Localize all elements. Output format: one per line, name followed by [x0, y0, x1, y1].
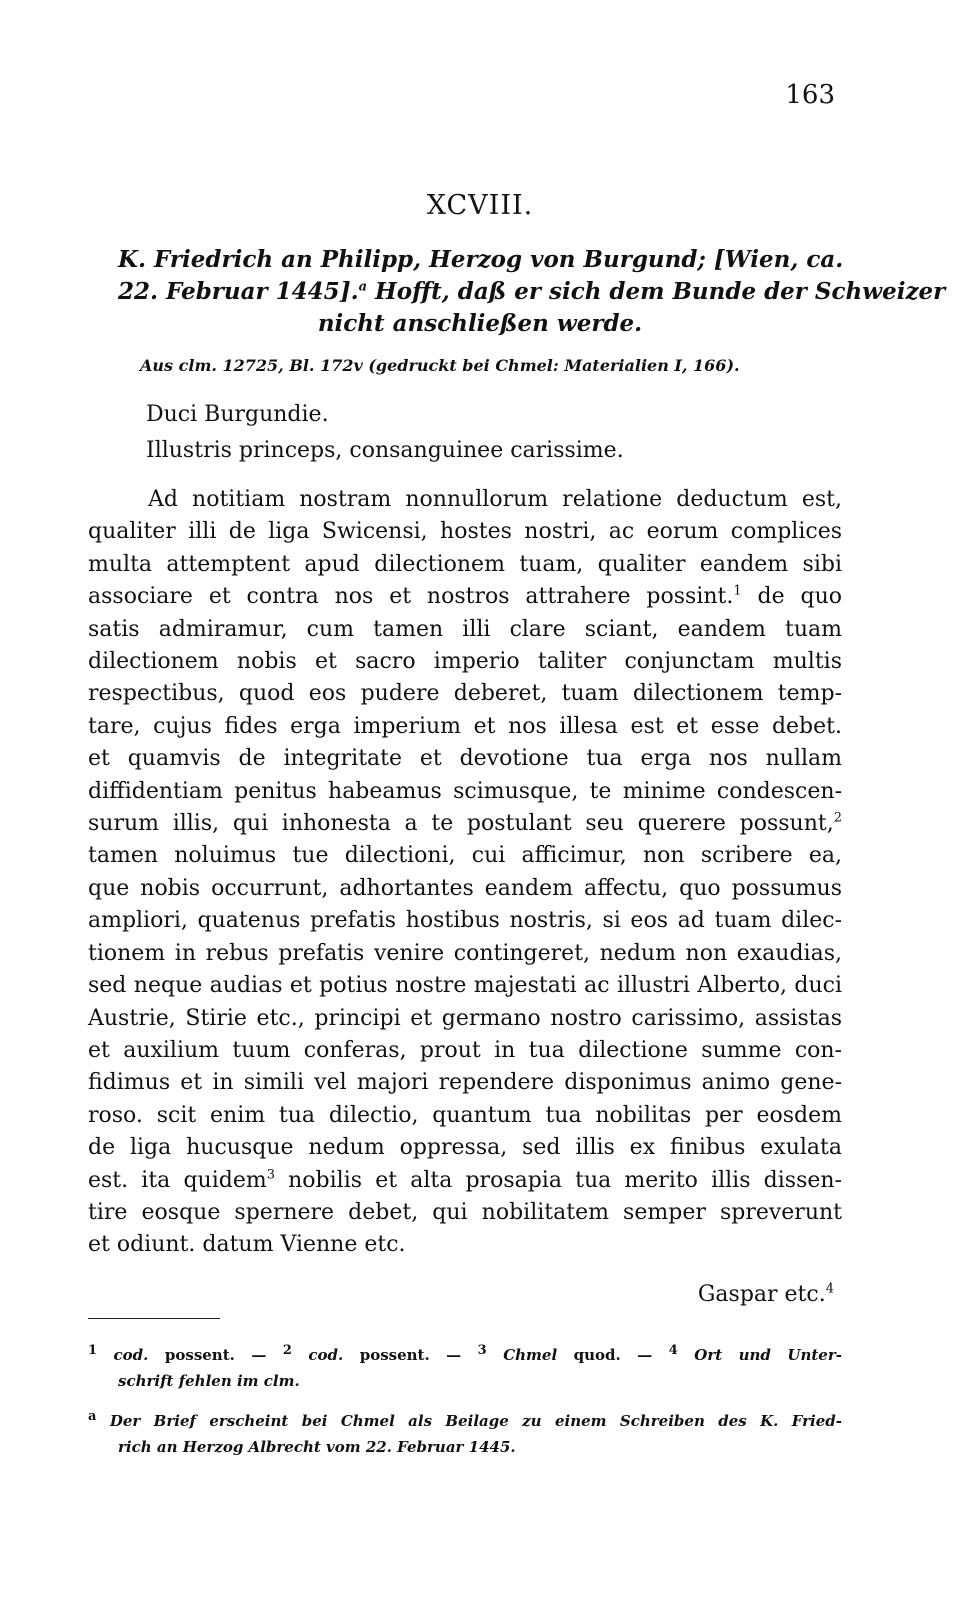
body-line: et odiunt. datum Vienne etc.: [88, 1232, 406, 1258]
body-line: que nobis occurrunt, adhortantes eandem affectu, quo possumus: [88, 875, 842, 901]
document-heading: [118, 244, 946, 340]
body-line: surum illis, qui inhonesta a te postulant seu querere possunt,$^2$: [88, 810, 842, 837]
source-citation: Aus clm. 12725, Bl. 172v (gedruckt bei Chmel: Materialien I, 166).: [140, 356, 740, 375]
body-line: multa attemptent apud dilectionem tuam, qualiter eandem sibi: [88, 551, 842, 577]
heading-line: K. Friedrich an Philipp, Herzog von Burgund; [Wien, ca.: [118, 246, 844, 273]
body-line: fidimus et in simili vel majori rependere disponimus animo gene-: [88, 1070, 842, 1096]
body-line: satis admiramur, cum tamen illi clare sciant, eandem tuam: [88, 616, 842, 642]
heading-line: nicht anschließen werde.: [317, 310, 643, 337]
body-line: associare et contra nos et nostros attrahere possint.$^1$ de quo: [88, 583, 842, 610]
body-line: qualiter illi de liga Swicensi, hostes nostri, ac eorum complices: [88, 519, 842, 545]
body-line: diffidentiam penitus habeamus scimusque, te minime condescen-: [88, 778, 842, 804]
body-line: roso. scit enim tua dilectio, quantum tua nobilitas per eosdem: [88, 1102, 842, 1128]
heading-line: 22. Februar 1445].$^a$ Hofft, daß er sich dem Bunde der Schweizer: [118, 278, 946, 305]
body-line: sed neque audias et potius nostre majestati ac illustri Alberto, duci: [88, 973, 842, 999]
footnote-divider: [88, 1318, 220, 1319]
salutation-addressee: Duci Burgundie.: [146, 402, 329, 427]
footnote-ref: 2: [833, 810, 842, 826]
body-line: tare, cujus fides erga imperium et nos illesa est et esse debet.: [88, 713, 842, 739]
body-line: et auxilium tuum conferas, prout in tua dilectione summe con-: [88, 1037, 842, 1063]
footnote-line: $^a$ Der Brief erscheint bei Chmel als Beilage zu einem Schreiben des K. Fried-: [88, 1409, 842, 1430]
heading-note-marker: a: [358, 279, 368, 295]
body-line: tionem in rebus prefatis venire contingeret, nedum non exaudias,: [88, 940, 842, 966]
footnote-a: [88, 1408, 842, 1460]
page-number: 163: [785, 80, 835, 110]
footnote-line: schrift fehlen im clm.: [118, 1372, 300, 1390]
salutation-greeting: Illustris princeps, consanguinee carissime.: [146, 438, 624, 463]
body-line: est. ita quidem$^3$ nobilis et alta prosapia tua merito illis dissen-: [88, 1167, 842, 1193]
footnotes-numbered: [88, 1342, 842, 1394]
footnote-ref: 3: [266, 1167, 275, 1183]
footnote-line: rich an Herzog Albrecht vom 22. Februar 1445.: [118, 1438, 516, 1456]
body-line: respectibus, quod eos pudere deberet, tuam dilectionem temp-: [88, 681, 842, 707]
body-line: ampliori, quatenus prefatis hostibus nostris, si eos ad tuam dilec-: [88, 908, 842, 934]
footnote-ref: 4: [825, 1281, 834, 1297]
body-line: tamen noluimus tue dilectioni, cui afficimur, non scribere ea,: [88, 843, 842, 869]
body-line: tire eosque spernere debet, qui nobilitatem semper spreverunt: [88, 1199, 842, 1225]
footnote-line: $^1$ cod. possent. — $^2$ cod. possent. — $^3$ Chmel quod. — $^4$ Ort und Unter-: [88, 1343, 842, 1364]
letter-body: [88, 484, 842, 1262]
footnote-marker: a: [88, 1409, 97, 1424]
body-line: de liga hucusque nedum oppressa, sed illis ex finibus exulata: [88, 1135, 842, 1161]
body-line: Ad notitiam nostram nonnullorum relatione deductum est,: [148, 487, 842, 512]
signature: Gaspar etc.$^4$: [697, 1281, 834, 1307]
body-line: dilectionem nobis et sacro imperio taliter conjunctam multis: [88, 649, 842, 675]
body-line: Austrie, Stirie etc., principi et germano nostro carissimo, assistas: [88, 1005, 842, 1031]
chapter-number: XCVIII.: [426, 190, 534, 221]
body-line: et quamvis de integritate et devotione tua erga nos nullam: [88, 746, 842, 772]
footnote-ref: 1: [733, 583, 742, 599]
